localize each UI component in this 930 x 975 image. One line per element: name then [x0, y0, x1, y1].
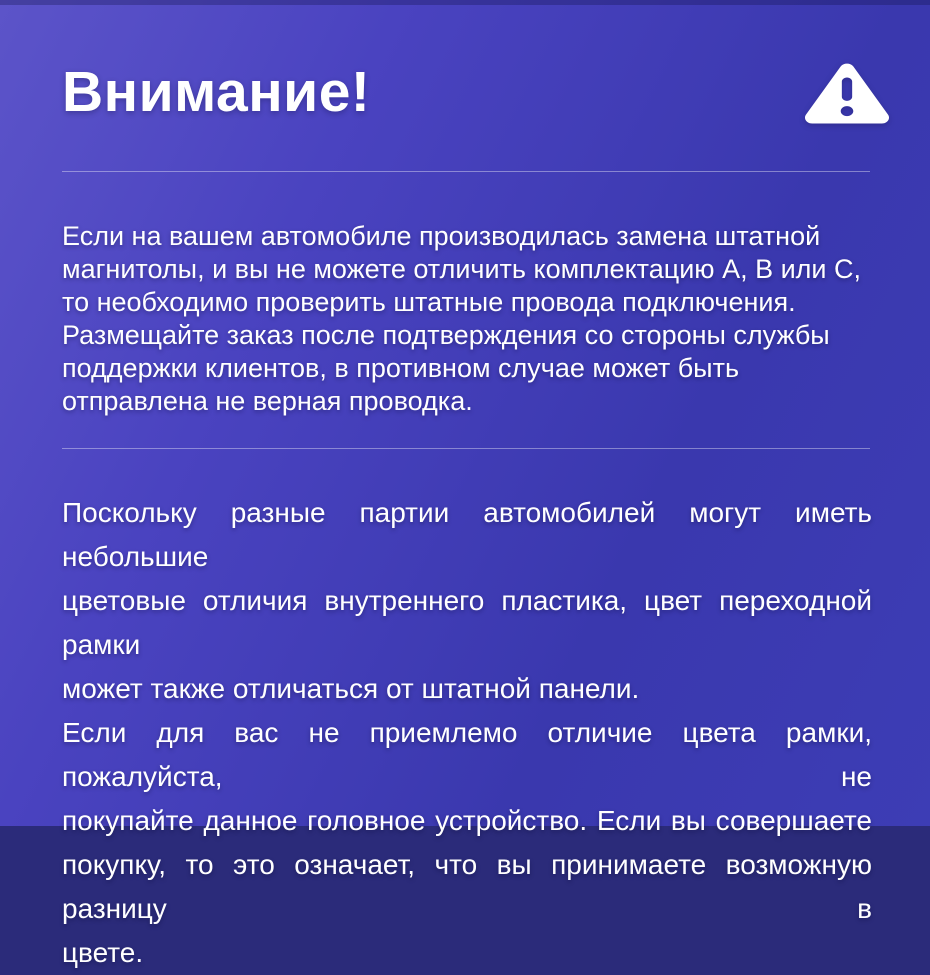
- notice-line: магнитолы, и вы не можете отличить комплектацию А, В или С,: [62, 254, 862, 284]
- notice-line: покупайте данное головное устройство. Если вы совершаете: [62, 805, 872, 836]
- page-title: Внимание!: [62, 60, 371, 124]
- notice-line: может также отличаться от штатной панели.: [62, 673, 640, 704]
- banner-header: [0, 0, 930, 124]
- notice-line: поддержки клиентов, в противном случае может быть: [62, 353, 740, 383]
- notice-line: Поскольку разные партии автомобилей могут иметь небольшие: [62, 497, 872, 572]
- notice-line: Если на вашем автомобиле производилась замена штатной: [62, 221, 821, 251]
- notice-line: цвете.: [62, 937, 144, 968]
- notice-line: Размещайте заказ после подтверждения со стороны службы: [62, 320, 830, 350]
- notice-line: Если для вас не приемлемо отличие цвета рамки, пожалуйста, не: [62, 717, 872, 792]
- paragraph-color-difference-notice: [62, 491, 872, 711]
- warning-triangle-icon: [804, 62, 890, 124]
- paragraph-stereo-replacement-warning: [62, 220, 872, 418]
- notice-line: то необходимо проверить штатные провода подключения.: [62, 287, 796, 317]
- divider-top: [62, 171, 870, 172]
- notice-line: отправлена не верная проводка.: [62, 386, 473, 416]
- paragraph-purchase-acceptance-notice: [62, 711, 872, 975]
- divider-middle: [62, 448, 870, 449]
- notice-line: покупку, то это означает, что вы принимаете возможную разницу в: [62, 849, 872, 924]
- notice-line: цветовые отличия внутреннего пластика, цвет переходной рамки: [62, 585, 872, 660]
